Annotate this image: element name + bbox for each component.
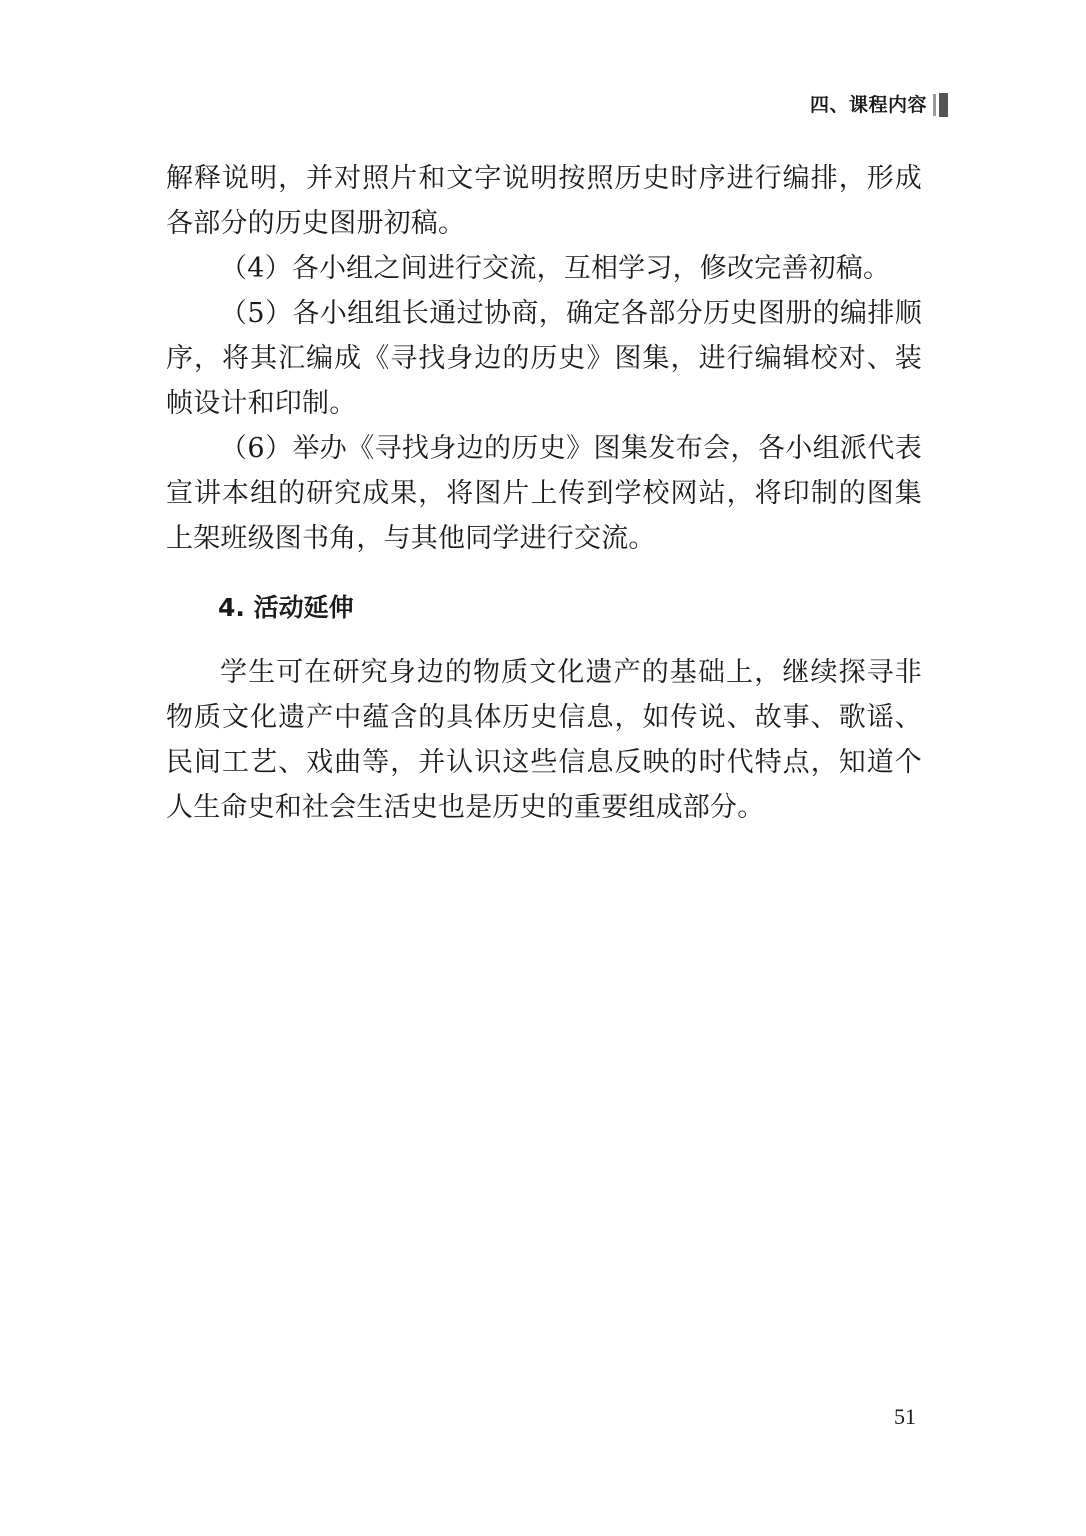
paragraph-step-5: （5）各小组组长通过协商，确定各部分历史图册的编排顺序，将其汇编成《寻找身边的历史》图集，进行编辑校对、装帧设计和印制。 xyxy=(166,298,922,419)
paragraph-step-4: （4）各小组之间进行交流，互相学习，修改完善初稿。 xyxy=(220,253,891,284)
page-body xyxy=(166,156,922,830)
page-number: 51 xyxy=(894,1404,916,1429)
chapter-title: 四、课程内容 xyxy=(809,94,927,116)
paragraph-step-6: （6）举办《寻找身边的历史》图集发布会，各小组派代表宣讲本组的研究成果，将图片上传到学校网站，将印制的图集上架班级图书角，与其他同学进行交流。 xyxy=(166,433,922,554)
header-bar-thick xyxy=(939,93,948,117)
section-heading: 4. 活动延伸 xyxy=(218,593,354,622)
running-header xyxy=(810,92,948,118)
header-bar-thin xyxy=(933,94,936,116)
paragraph-continuation: 解释说明，并对照片和文字说明按照历史时序进行编排，形成各部分的历史图册初稿。 xyxy=(166,163,922,239)
header-bar-icon xyxy=(933,93,948,117)
section-body-paragraph: 学生可在研究身边的物质文化遗产的基础上，继续探寻非物质文化遗产中蕴含的具体历史信息，如传说、故事、歌谣、民间工艺、戏曲等，并认识这些信息反映的时代特点，知道个人生命史和社会生活史也是历史的重要组成部分。 xyxy=(166,657,922,823)
